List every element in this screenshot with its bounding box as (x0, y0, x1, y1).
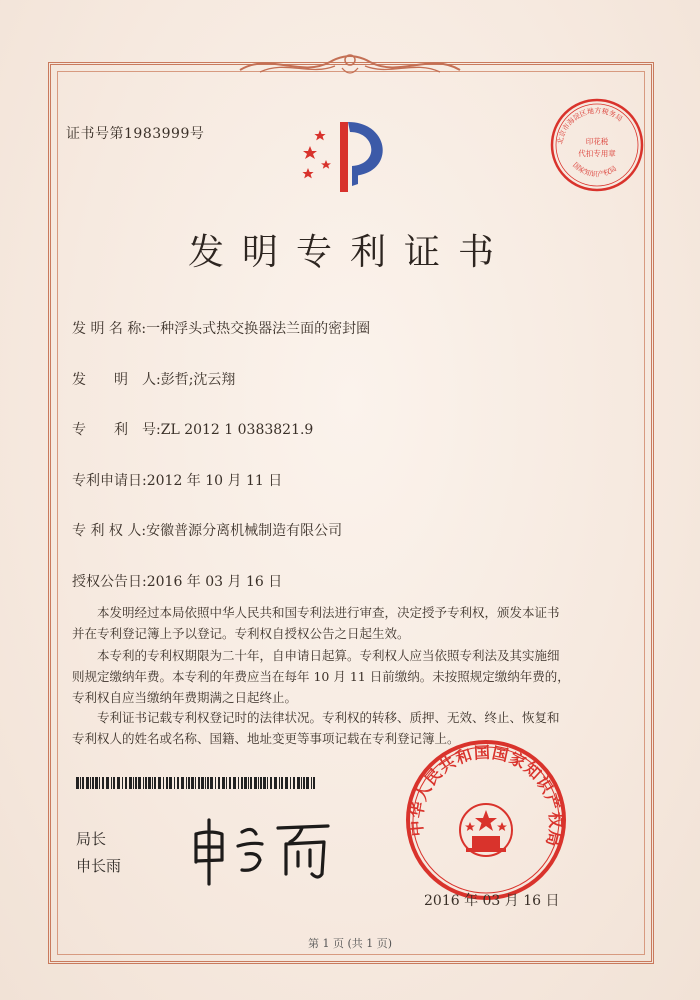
paragraph-line: 本专利的专利权期限为二十年，自申请日起算。专利权人应当依照专利法及其实施细 (97, 648, 560, 663)
field-invention-name (72, 318, 370, 338)
field-value: 安徽普源分离机械制造有限公司 (146, 523, 343, 539)
field-label: 专 利 权 人: (72, 523, 147, 539)
official-seal (404, 738, 568, 902)
seal-text: 中华人民共和国国家知识产权局 (406, 742, 566, 850)
field-application-date (72, 470, 282, 490)
tax-stamp-bottom-text: 国家知识产权局 (571, 161, 619, 179)
field-value: 彭哲;沈云翔 (160, 372, 236, 388)
certificate-title: 发明专利证书 (187, 232, 512, 273)
paragraph-1 (72, 602, 628, 644)
signatory-name: 申长雨 (76, 857, 122, 875)
barcode (76, 777, 318, 789)
field-patentee (72, 520, 342, 540)
field-value: 一种浮头式热交换器法兰面的密封圈 (146, 321, 371, 337)
seal-date: 2016 年 03 月 16 日 (424, 893, 560, 909)
field-value: 2016 年 03 月 16 日 (146, 574, 283, 590)
paragraph-line: 并在专利登记簿上予以登记。专利权自授权公告之日起生效。 (72, 626, 410, 641)
field-value: ZL 2012 1 0383821.9 (160, 422, 314, 438)
tax-stamp-line1: 印花税 (585, 137, 609, 146)
paragraph-line: 本发明经过本局依照中华人民共和国专利法进行审查，决定授予专利权，颁发本证书 (97, 605, 560, 620)
field-label: 发 明 人: (72, 372, 161, 388)
handwritten-signature (186, 814, 336, 890)
paragraph-line: 则规定缴纳年费。本专利的年费应当在每年 10 月 11 日前缴纳。未按照规定缴纳年费的， (72, 669, 570, 684)
field-patent-number (72, 419, 313, 439)
field-label: 授权公告日: (72, 574, 147, 590)
paragraph-line: 专利权人的姓名或名称、国籍、地址变更等事项记载在专利登记簿上。 (72, 731, 460, 746)
paragraph-2 (72, 645, 628, 708)
signatory-title: 局长 (76, 830, 107, 848)
field-value: 2012 年 10 月 11 日 (146, 473, 283, 489)
certificate-number: 证书号第1983999号 (66, 126, 205, 142)
field-label: 专利申请日: (72, 473, 147, 489)
tax-stamp-line2: 代扣专用章 (578, 149, 616, 158)
tax-stamp (548, 96, 646, 194)
paragraph-line: 专利权自应当缴纳年费期满之日起终止。 (72, 690, 298, 705)
top-ornament (230, 48, 470, 82)
page-footer: 第 1 页 (共 1 页) (307, 937, 393, 950)
svg-text:中华人民共和国国家知识产权局 (407, 743, 566, 849)
field-label: 专 利 号: (72, 422, 161, 438)
svg-text:国家知识产权局 (571, 160, 618, 178)
field-inventor (72, 369, 235, 389)
tax-stamp-arc-text: 北京市海淀区地方税务局 (556, 106, 624, 146)
field-grant-date (72, 571, 282, 591)
field-label: 发 明 名 称: (72, 321, 147, 337)
paragraph-line: 专利证书记载专利权登记时的法律状况。专利权的转移、质押、无效、终止、恢复和 (97, 710, 560, 725)
sipo-logo (296, 116, 406, 196)
